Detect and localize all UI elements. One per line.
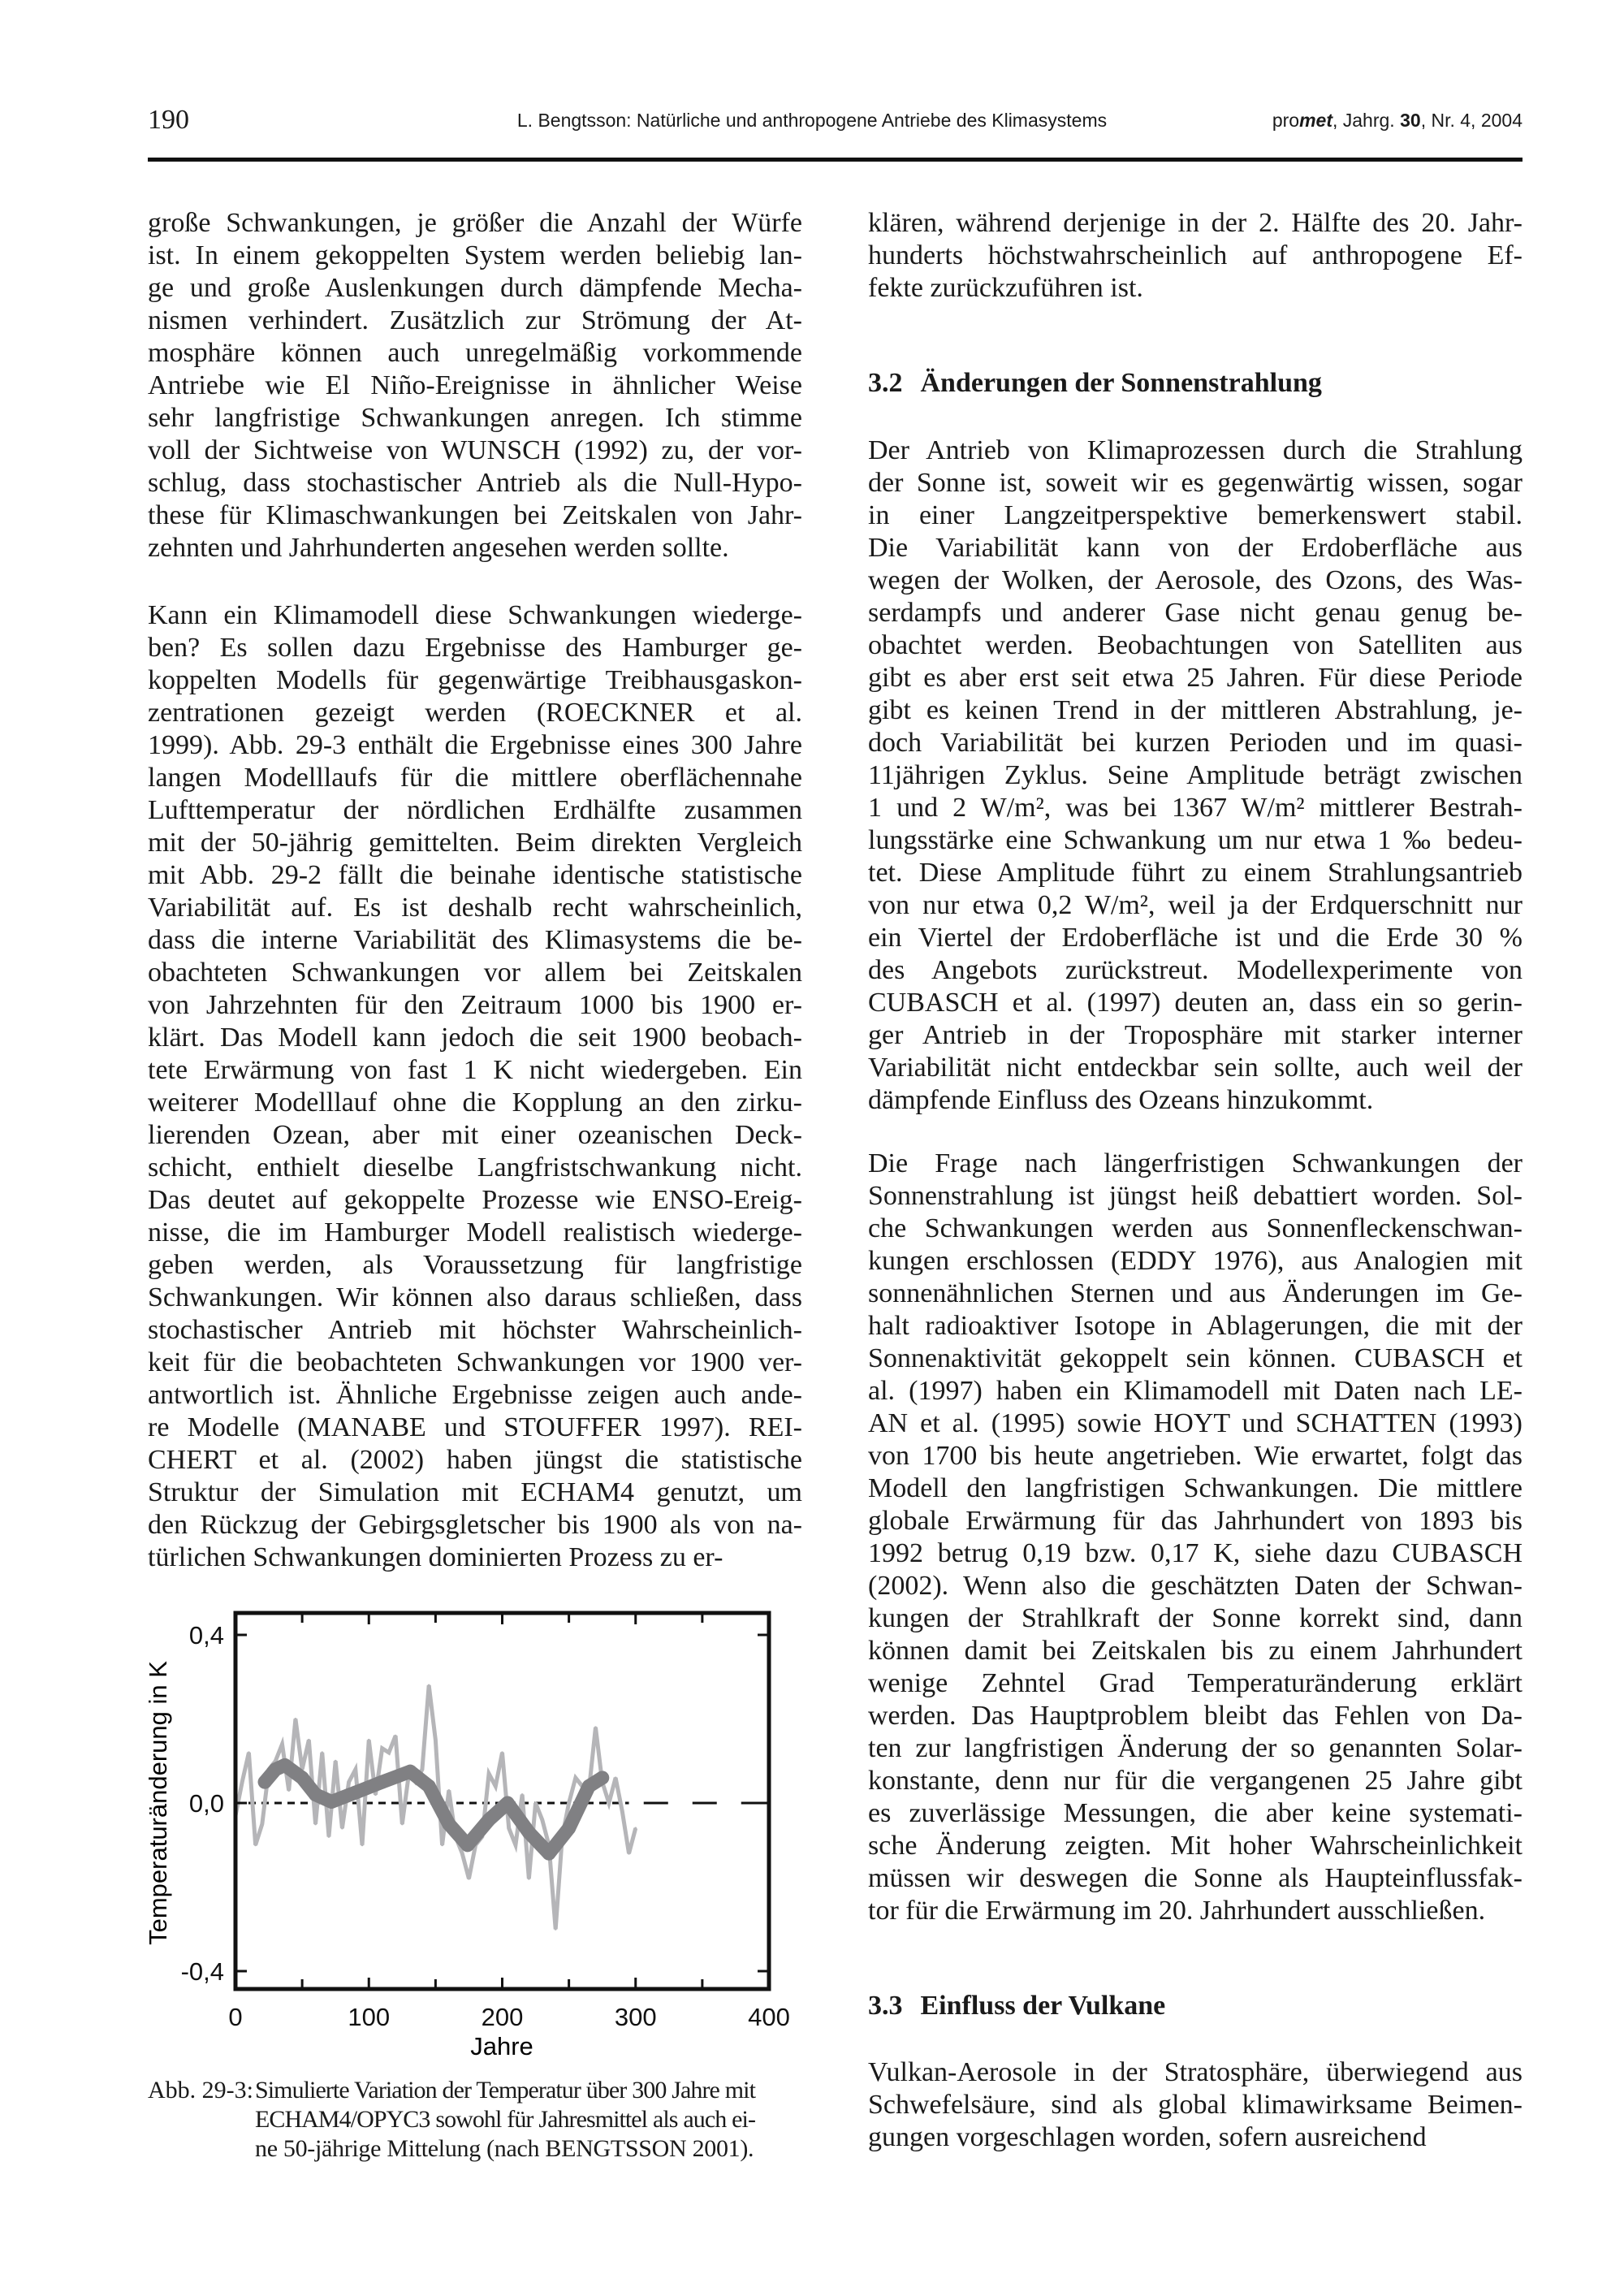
journal-name-em: met bbox=[1299, 110, 1332, 131]
x-tick-label: 300 bbox=[614, 2003, 657, 2031]
annual-data-point bbox=[281, 1743, 283, 1745]
journal-name-pre: pro bbox=[1272, 110, 1300, 131]
text-line: ben? Es sollen dazu Ergebnisse des Hamburger ge- bbox=[148, 633, 802, 663]
section-title: Einfluss der Vulkane bbox=[920, 1991, 1166, 2021]
text-line: mosphäre können auch unregelmäßig vorkommende bbox=[148, 338, 802, 368]
text-line: schicht, enthielt dieselbe Langfristschwankung nicht. bbox=[148, 1152, 802, 1183]
caption-line: Simulierte Variation der Temperatur über 300 Jahre mit bbox=[255, 2077, 755, 2104]
text-line: halt radioaktiver Isotope in Ablagerungen, die mit der bbox=[868, 1311, 1522, 1341]
text-line: keit für die beobachteten Schwankungen vor 1900 ver- bbox=[148, 1347, 802, 1377]
text-line: Sonnenstrahlung ist jüngst heiß debattiert worden. Sol- bbox=[868, 1181, 1522, 1211]
annual-data-point bbox=[261, 1823, 263, 1825]
text-line: Struktur der Simulation mit ECHAM4 genutzt, um bbox=[148, 1477, 802, 1507]
text-line: che Schwankungen werden aus Sonnenfleckenschwan- bbox=[868, 1213, 1522, 1243]
smoothed-data-point bbox=[582, 1779, 596, 1793]
text-line: globale Erwärmung für das Jahrhundert von 1893 bis bbox=[868, 1506, 1522, 1536]
text-line: CHERT et al. (2002) haben jüngst die statistische bbox=[148, 1445, 802, 1475]
text-line: 1992 betrug 0,19 bzw. 0,17 K, siehe dazu CUBASCH bbox=[868, 1538, 1522, 1568]
text-line: lierenden Ozean, aber mit einer ozeanischen Deck- bbox=[148, 1120, 802, 1150]
text-line: nisse, die im Hamburger Modell realistisch wiederge- bbox=[148, 1217, 802, 1247]
right-column bbox=[868, 207, 1522, 2154]
annual-data-point bbox=[568, 1802, 570, 1805]
text-line: Variabilität nicht entdeckbar sein sollte, auch weil der bbox=[868, 1053, 1522, 1083]
running-title: L. Bengtsson: Natürliche und anthropogene Antriebe des Klimasystems bbox=[516, 110, 1108, 131]
text-line: ten zur langfristigen Änderung der so genannten Solar- bbox=[868, 1733, 1522, 1763]
annual-data-point bbox=[501, 1751, 503, 1753]
text-line: Variabilität auf. Es ist deshalb recht wahrscheinlich, bbox=[148, 893, 802, 923]
annual-data-point bbox=[314, 1823, 317, 1825]
annual-data-point bbox=[348, 1781, 350, 1784]
text-line: werden. Das Hauptproblem bleibt das Fehlen von Da- bbox=[868, 1701, 1522, 1731]
text-line: weiterer Modelllauf ohne die Kopplung an den zirku- bbox=[148, 1087, 802, 1118]
text-line: von nur etwa 0,2 W/m², weil ja der Erdquerschnitt nur bbox=[868, 890, 1522, 920]
section-title: Änderungen der Sonnenstrahlung bbox=[920, 368, 1322, 398]
x-tick-label: 200 bbox=[481, 2003, 524, 2031]
smoothed-data-point bbox=[348, 1786, 362, 1800]
text-line: obachteten Schwankungen vor allem bei Zeitskalen bbox=[148, 958, 802, 988]
text-line: müssen wir deswegen die Sonne als Haupteinflussfak- bbox=[868, 1863, 1522, 1893]
annual-data-point bbox=[335, 1760, 337, 1762]
annual-data-point bbox=[508, 1827, 510, 1830]
section-number: 3.3 bbox=[868, 1991, 903, 2021]
annual-data-point bbox=[248, 1751, 250, 1753]
text-line: es zuverlässige Messungen, die aber keine systemati- bbox=[868, 1798, 1522, 1828]
text-line: sonnenähnlichen Sternen und aus Änderungen im Ge- bbox=[868, 1278, 1522, 1308]
text-line: ist. In einem gekoppelten System werden beliebig lan- bbox=[148, 240, 802, 270]
text-line: schlug, dass stochastischer Antrieb als die Null-Hypo- bbox=[148, 468, 802, 498]
text-line: große Schwankungen, je größer die Anzahl der Würfe bbox=[148, 208, 802, 238]
text-line: serdampfs und anderer Gase nicht genau genug be- bbox=[868, 598, 1522, 628]
x-tick-label: 0 bbox=[228, 2003, 243, 2031]
text-line: antwortlich ist. Ähnliche Ergebnisse zeigen auch ande- bbox=[148, 1380, 802, 1410]
text-line: obachtet werden. Beobachtungen von Satelliten aus bbox=[868, 630, 1522, 660]
y-tick-label: 0,4 bbox=[188, 1621, 224, 1650]
text-line: AN et al. (1995) sowie HOYT und SCHATTEN (1993) bbox=[868, 1408, 1522, 1438]
annual-data-point bbox=[495, 1785, 497, 1788]
text-line: geben werden, als Voraussetzung für langfristige bbox=[148, 1250, 802, 1280]
annual-data-point bbox=[254, 1844, 257, 1846]
text-line: Die Frage nach längerfristigen Schwankungen der bbox=[868, 1148, 1522, 1178]
annual-data-point bbox=[401, 1823, 404, 1825]
annual-data-point bbox=[607, 1802, 610, 1805]
text-line: in einer Langzeitperspektive bemerkenswert stabil. bbox=[868, 500, 1522, 530]
annual-data-point bbox=[341, 1827, 343, 1830]
annual-data-point bbox=[387, 1751, 390, 1753]
smoothed-data-point bbox=[460, 1838, 474, 1852]
annual-data-point bbox=[574, 1776, 577, 1779]
text-line: Sonnenaktivität gekoppelt sein können. CUBASCH et bbox=[868, 1343, 1522, 1373]
text-line: des Angebots zurückstreut. Modellexperimente von bbox=[868, 955, 1522, 985]
text-line: kungen der Strahlkraft der Sonne korrekt sind, dann bbox=[868, 1603, 1522, 1633]
annual-data-point bbox=[621, 1810, 624, 1813]
smoothed-data-point bbox=[442, 1817, 456, 1831]
annual-data-point bbox=[468, 1878, 470, 1880]
caption-text bbox=[255, 2076, 755, 2164]
annual-data-point bbox=[461, 1853, 464, 1855]
text-line: ge und große Auslenkungen durch dämpfende Mecha- bbox=[148, 273, 802, 303]
smoothed-data-point bbox=[562, 1822, 576, 1836]
text-line: ger Antrieb in der Troposphäre mit starker interner bbox=[868, 1020, 1522, 1050]
annual-data-point bbox=[368, 1739, 370, 1741]
text-line: re Modelle (MANABE und STOUFFER 1997). REI- bbox=[148, 1412, 802, 1442]
annual-data-point bbox=[634, 1827, 637, 1830]
y-tick-label: -0,4 bbox=[180, 1957, 224, 1986]
x-tick-label: 400 bbox=[748, 2003, 790, 2031]
smoothed-data-point bbox=[422, 1779, 436, 1793]
text-line: von 1700 bis heute angetrieben. Wie erwartet, folgt das bbox=[868, 1441, 1522, 1471]
text-line: Schwankungen. Wir können also daraus schließen, dass bbox=[148, 1282, 802, 1312]
text-line: fekte zurückzuführen ist. bbox=[868, 273, 1143, 303]
text-line: stochastischer Antrieb mit höchster Wahrscheinlich- bbox=[148, 1315, 802, 1345]
annual-data-point bbox=[534, 1802, 537, 1805]
section-heading bbox=[868, 1990, 1522, 2022]
text-line: tet. Diese Amplitude führt zu einem Strahlungsantrieb bbox=[868, 858, 1522, 888]
text-line: türlichen Schwankungen dominierten Prozess zu er- bbox=[148, 1542, 723, 1572]
text-line: al. (1997) haben ein Klimamodell mit Daten nach LE- bbox=[868, 1376, 1522, 1406]
annual-data-point bbox=[447, 1789, 450, 1792]
x-tick-label: 100 bbox=[348, 2003, 391, 2031]
smoothed-data-point bbox=[522, 1826, 536, 1840]
text-line: den Rückzug der Gebirgsgletscher bis 1900 als von na- bbox=[148, 1510, 802, 1540]
text-line: Antriebe wie El Niño-Ereignisse in ähnlicher Weise bbox=[148, 370, 802, 400]
text-line: doch Variabilität bei kurzen Perioden und im quasi- bbox=[868, 728, 1522, 758]
annual-data-point bbox=[421, 1768, 423, 1771]
annual-data-point bbox=[488, 1772, 490, 1775]
text-line: klärt. Das Modell kann jedoch die seit 1900 beobach- bbox=[148, 1023, 802, 1053]
smoothed-data-point bbox=[482, 1813, 496, 1827]
annual-data-point bbox=[294, 1718, 296, 1720]
annual-data-point bbox=[441, 1844, 443, 1846]
text-line: dass die interne Variabilität des Klimasystems die be- bbox=[148, 925, 802, 955]
journal-issue: , Nr. 4, 2004 bbox=[1420, 110, 1522, 131]
text-line: Die Variabilität kann von der Erdoberfläche aus bbox=[868, 533, 1522, 563]
annual-data-point bbox=[361, 1844, 364, 1846]
y-axis-title: Temperaturänderung in K bbox=[144, 1661, 172, 1945]
paragraph bbox=[868, 435, 1522, 1117]
text-line: Das deutet auf gekoppelte Prozesse wie ENSO-Ereig- bbox=[148, 1185, 802, 1215]
text-line: 1 und 2 W/m², was bei 1367 W/m² mittlerer Bestrah- bbox=[868, 793, 1522, 823]
text-line: tor für die Erwärmung im 20. Jahrhundert ausschließen. bbox=[868, 1896, 1486, 1926]
smoothed-data-point bbox=[325, 1795, 339, 1809]
text-line: Der Antrieb von Klimaprozessen durch die Strahlung bbox=[868, 435, 1522, 465]
section-heading bbox=[868, 367, 1522, 400]
text-line: gibt es keinen Trend in der mittleren Abstrahlung, je- bbox=[868, 695, 1522, 725]
text-line: wegen der Wolken, der Aerosole, des Ozons, des Was- bbox=[868, 565, 1522, 595]
annual-data-point bbox=[241, 1781, 244, 1784]
annual-data-point bbox=[287, 1789, 290, 1792]
text-line: der Sonne ist, soweit wir es gegenwärtig wissen, sogar bbox=[868, 468, 1522, 498]
smoothed-data-point bbox=[375, 1775, 389, 1789]
x-axis-title: Jahre bbox=[470, 2032, 533, 2060]
text-line: Vulkan-Aerosole in der Stratosphäre, überwiegend aus bbox=[868, 2057, 1522, 2087]
caption-line: ECHAM4/OPYC3 sowohl für Jahresmittel als auch ei- bbox=[255, 2106, 755, 2133]
caption-line: ne 50-jährige Mittelung (nach BENGTSSON 2001). bbox=[255, 2135, 754, 2162]
text-line: Kann ein Klimamodell diese Schwankungen wiederge- bbox=[148, 600, 802, 630]
text-line: these für Klimaschwankungen bei Zeitskalen von Jahr- bbox=[148, 500, 802, 530]
smoothed-data-point bbox=[296, 1771, 309, 1784]
text-line: klären, während derjenige in der 2. Hälfte des 20. Jahr- bbox=[868, 208, 1522, 238]
text-line: wenige Zehntel Grad Temperaturänderung erklärt bbox=[868, 1668, 1522, 1698]
page-number: 190 bbox=[148, 105, 189, 135]
smoothed-data-point bbox=[309, 1788, 322, 1801]
smoothed-data-point bbox=[278, 1758, 292, 1772]
text-line: können damit bei Zeitskalen bis zu einem Jahrhundert bbox=[868, 1636, 1522, 1666]
annual-data-point bbox=[434, 1739, 437, 1741]
section-number: 3.2 bbox=[868, 368, 903, 398]
annual-data-point bbox=[541, 1818, 543, 1821]
annual-data-point bbox=[395, 1735, 397, 1737]
annual-data-point bbox=[321, 1751, 323, 1753]
text-line: Schwefelsäure, sind als global klimawirksame Beimen- bbox=[868, 2090, 1522, 2120]
annual-data-point bbox=[308, 1739, 310, 1741]
smoothed-data-point bbox=[258, 1775, 272, 1789]
annual-data-point bbox=[628, 1853, 630, 1855]
caption-label: Abb. 29-3: bbox=[148, 2077, 253, 2104]
text-line: 1999). Abb. 29-3 enthält die Ergebnisse eines 300 Jahre bbox=[148, 730, 802, 760]
annual-data-point bbox=[555, 1928, 557, 1931]
journal-info bbox=[1272, 104, 1522, 136]
text-line: 11jährigen Zyklus. Seine Amplitude beträgt zwischen bbox=[868, 760, 1522, 790]
text-line: gibt es aber erst seit etwa 25 Jahren. Für diese Periode bbox=[868, 663, 1522, 693]
smoothed-data-point bbox=[501, 1797, 515, 1810]
text-line: Lufttemperatur der nördlichen Erdhälfte zusammen bbox=[148, 795, 802, 825]
text-line: sehr langfristige Schwankungen anregen. Ich stimme bbox=[148, 403, 802, 433]
annual-data-point bbox=[615, 1776, 617, 1779]
text-line: (2002). Wenn also die geschätzten Daten der Schwan- bbox=[868, 1571, 1522, 1601]
text-line: kungen erschlossen (EDDY 1976), aus Analogien mit bbox=[868, 1246, 1522, 1276]
text-line: mit der 50-jährig gemittelten. Beim direkten Vergleich bbox=[148, 828, 802, 858]
text-line: hunderts höchstwahrscheinlich auf anthropogene Ef- bbox=[868, 240, 1522, 270]
annual-data-point bbox=[374, 1793, 377, 1796]
annual-data-point bbox=[514, 1844, 516, 1846]
text-line: von Jahrzehnten für den Zeitraum 1000 bis 1900 er- bbox=[148, 990, 802, 1020]
y-tick-label: 0,0 bbox=[188, 1789, 224, 1818]
text-line: lungsstärke eine Schwankung um nur etwa 1 ‰ bedeu- bbox=[868, 825, 1522, 855]
journal-year-label: , Jahrg. bbox=[1332, 110, 1401, 131]
text-line: dämpfende Einfluss des Ozeans hinzukommt. bbox=[868, 1085, 1374, 1115]
annual-data-point bbox=[327, 1836, 330, 1838]
annual-data-point bbox=[594, 1726, 597, 1728]
annual-data-point bbox=[428, 1684, 430, 1687]
text-line: sche Änderung zeigten. Mit hoher Wahrscheinlichkeit bbox=[868, 1831, 1522, 1861]
text-line: nismen verhindert. Zusätzlich zur Strömung der At- bbox=[148, 305, 802, 335]
paragraph bbox=[868, 1148, 1522, 1927]
paragraph bbox=[868, 2056, 1522, 2154]
text-line: ein Viertel der Erdoberfläche ist und die Erde 30 % bbox=[868, 923, 1522, 953]
smoothed-data-point bbox=[595, 1771, 609, 1784]
text-line: gungen vorgeschlagen worden, sofern ausreichend bbox=[868, 2122, 1427, 2152]
annual-data-point bbox=[521, 1793, 524, 1796]
text-line: zehnten und Jahrhunderten angesehen werden sollte. bbox=[148, 533, 729, 563]
text-line: Modell den langfristigen Schwankungen. Die mittlere bbox=[868, 1473, 1522, 1503]
text-line: koppelten Modells für gegenwärtige Treibhausgaskon- bbox=[148, 665, 802, 695]
text-line: mit Abb. 29-2 fällt die beinahe identische statistische bbox=[148, 860, 802, 890]
annual-data-point bbox=[528, 1878, 530, 1880]
text-line: langen Modelllaufs für die mittlere oberflächennahe bbox=[148, 763, 802, 793]
figure-chart bbox=[0, 0, 812, 2079]
annual-data-point bbox=[381, 1747, 383, 1749]
journal-volume: 30 bbox=[1400, 110, 1421, 131]
text-line: zentrationen gezeigt werden (ROECKNER et al. bbox=[148, 698, 802, 728]
text-line: tete Erwärmung von fast 1 K nicht wiedergeben. Ein bbox=[148, 1055, 802, 1085]
smoothed-data-point bbox=[542, 1847, 555, 1861]
text-line: konstante, denn nur für die vergangenen 25 Jahre gibt bbox=[868, 1766, 1522, 1796]
text-line: voll der Sichtweise von WUNSCH (1992) zu, der vor- bbox=[148, 435, 802, 465]
text-line: CUBASCH et al. (1997) deuten an, dass ein so gerin- bbox=[868, 988, 1522, 1018]
annual-data-point bbox=[354, 1768, 356, 1771]
paragraph bbox=[868, 207, 1522, 305]
smoothed-data-point bbox=[404, 1765, 417, 1779]
